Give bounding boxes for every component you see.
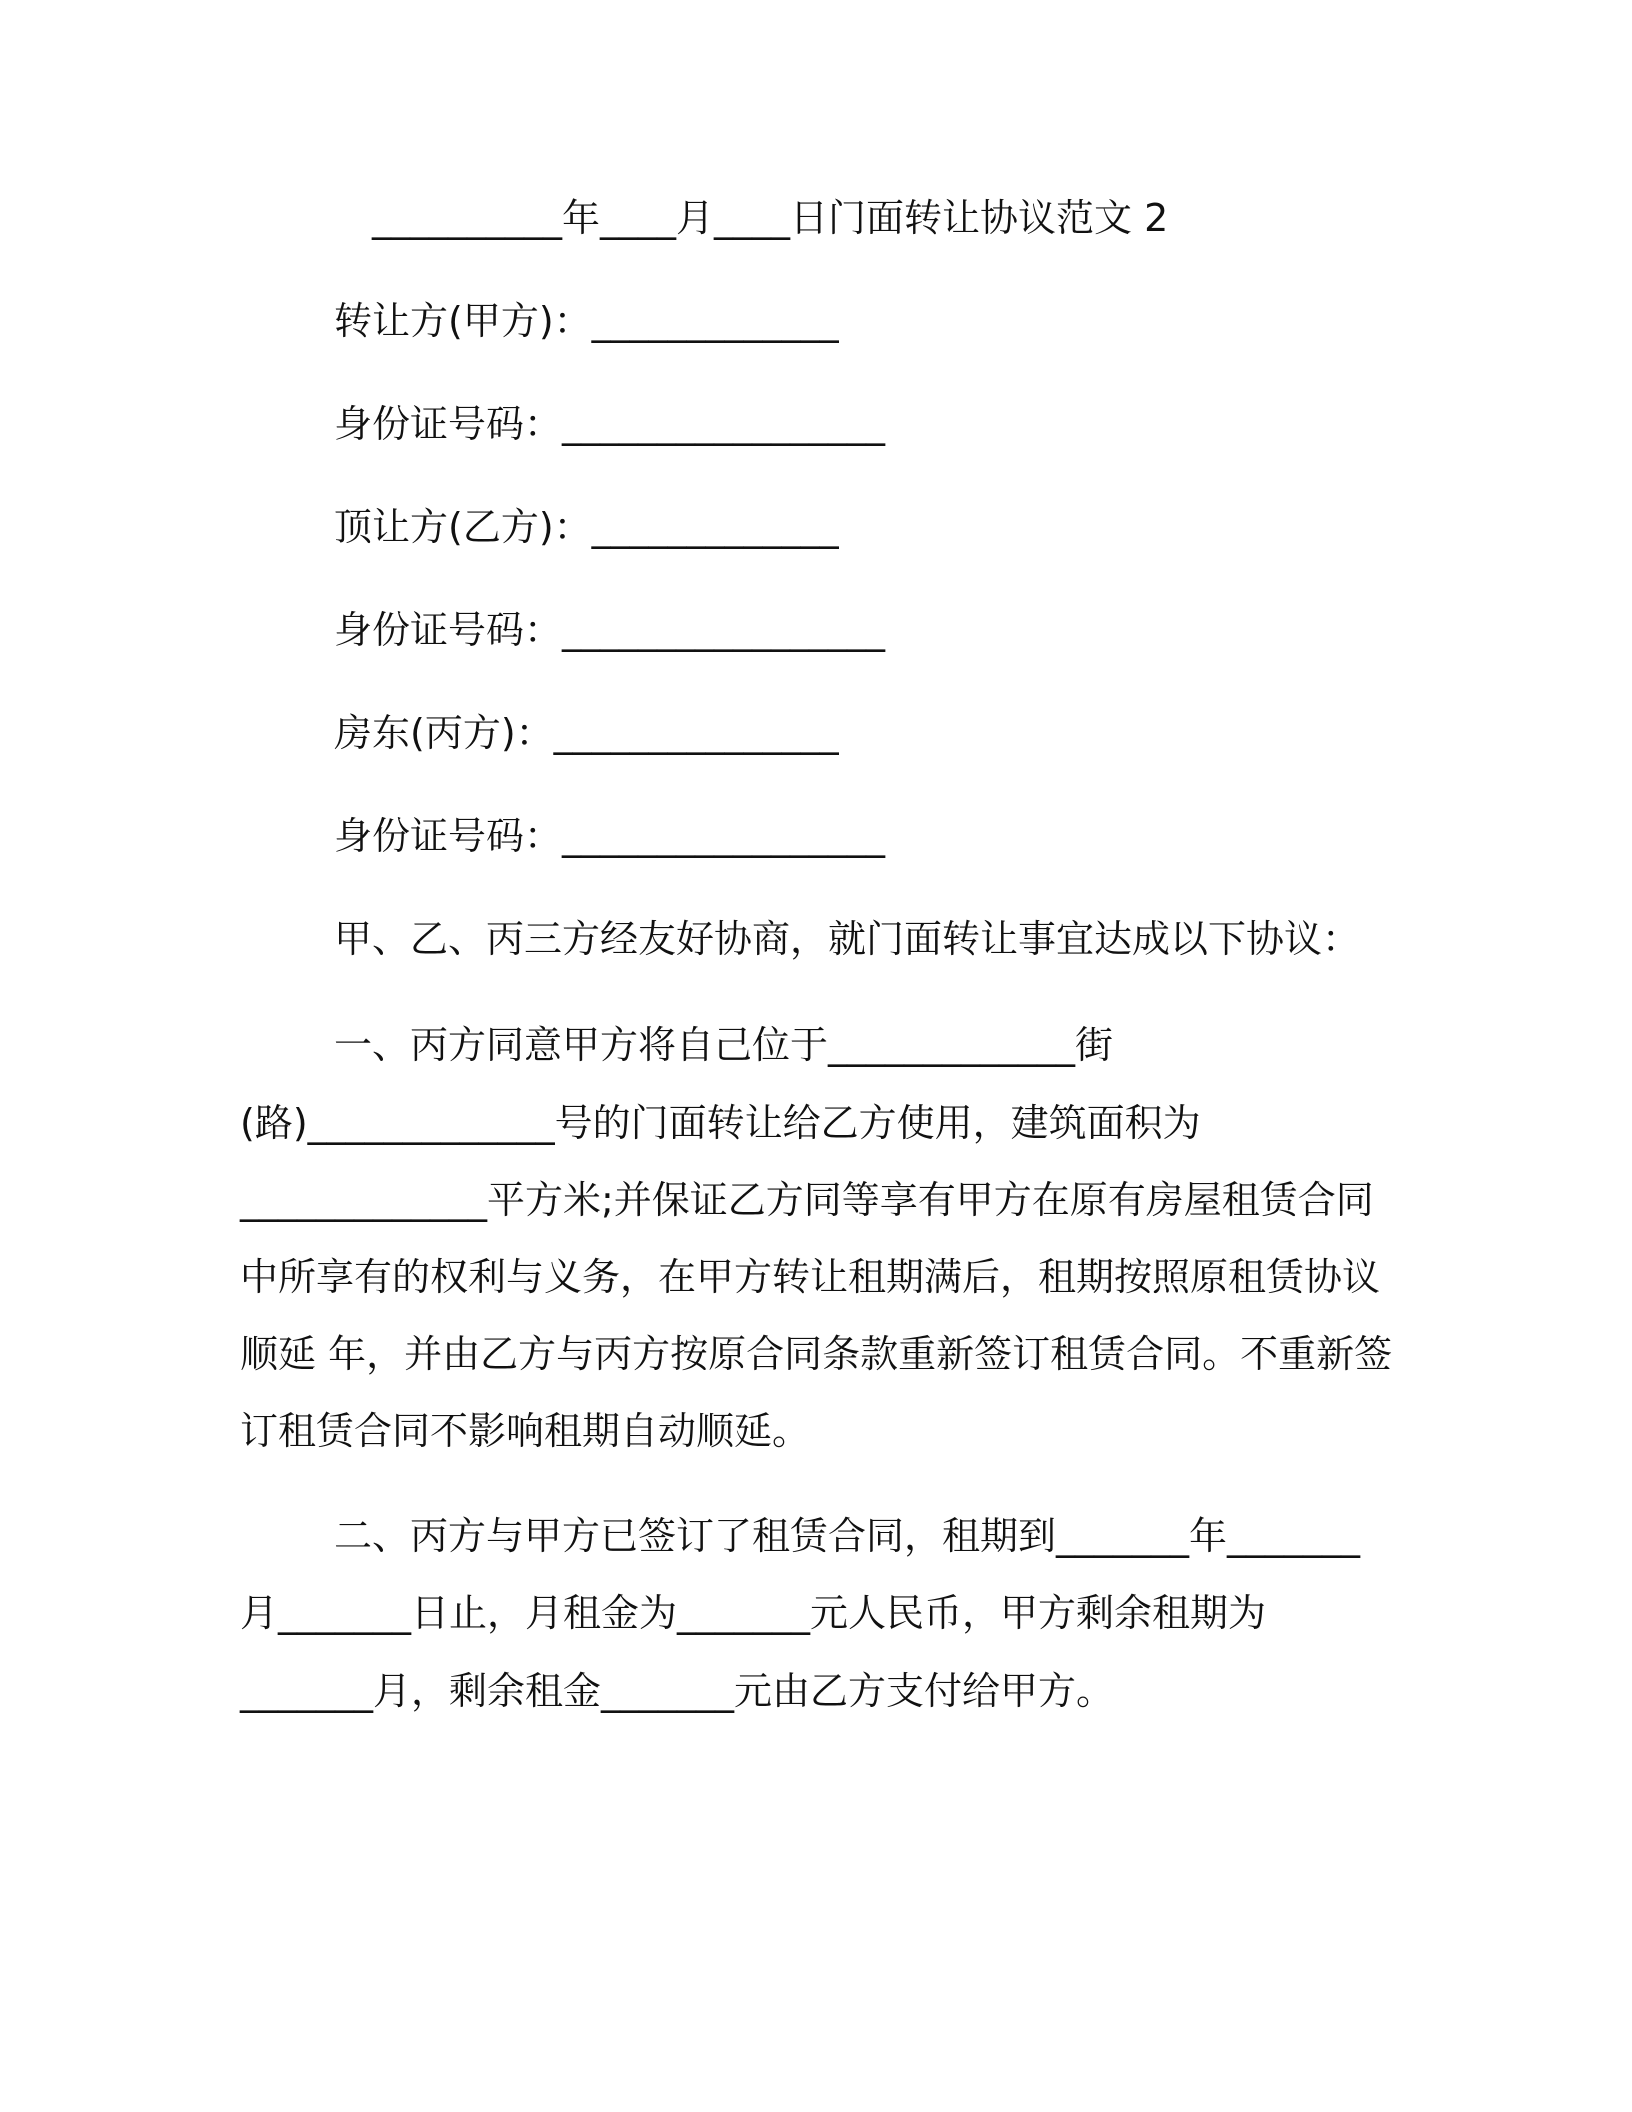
- party-landlord-id-line: 身份证号码：_________________: [334, 814, 886, 858]
- agreement-intro: 甲、乙、丙三方经友好协商，就门面转让事宜达成以下协议：: [334, 917, 1361, 961]
- party-landlord-line: 房东(丙方)：_______________: [334, 711, 839, 755]
- clause-two-line: 二、丙方与甲方已签订了租赁合同，租期到_______年_______: [334, 1514, 1361, 1558]
- clause-one-line: 中所享有的权利与义务，在甲方转让租期满后，租期按照原租赁协议: [240, 1255, 1381, 1299]
- clause-one-line: _____________平方米;并保证乙方同等享有甲方在原有房屋租赁合同: [240, 1178, 1374, 1222]
- page-title: __________年____月____日门面转让协议范文 2: [372, 196, 1169, 240]
- party-transferee-line: 顶让方(乙方)：_____________: [334, 505, 839, 549]
- clause-two-line: 月_______日止，月租金为_______元人民币，甲方剩余租期为: [240, 1591, 1267, 1635]
- clause-two-line: _______月，剩余租金_______元由乙方支付给甲方。: [240, 1669, 1115, 1713]
- party-transferor-line: 转让方(甲方)：_____________: [334, 299, 839, 343]
- clause-one-line: 顺延 年，并由乙方与丙方按原合同条款重新签订租赁合同。不重新签: [240, 1332, 1393, 1376]
- party-transferor-id-line: 身份证号码：_________________: [334, 402, 886, 446]
- clause-one-line: 一、丙方同意甲方将自己位于_____________街: [334, 1023, 1114, 1067]
- clause-one-line: 订租赁合同不影响租期自动顺延。: [240, 1409, 811, 1453]
- clause-one-line: (路)_____________号的门面转让给乙方使用，建筑面积为: [240, 1101, 1201, 1145]
- party-transferee-id-line: 身份证号码：_________________: [334, 608, 886, 652]
